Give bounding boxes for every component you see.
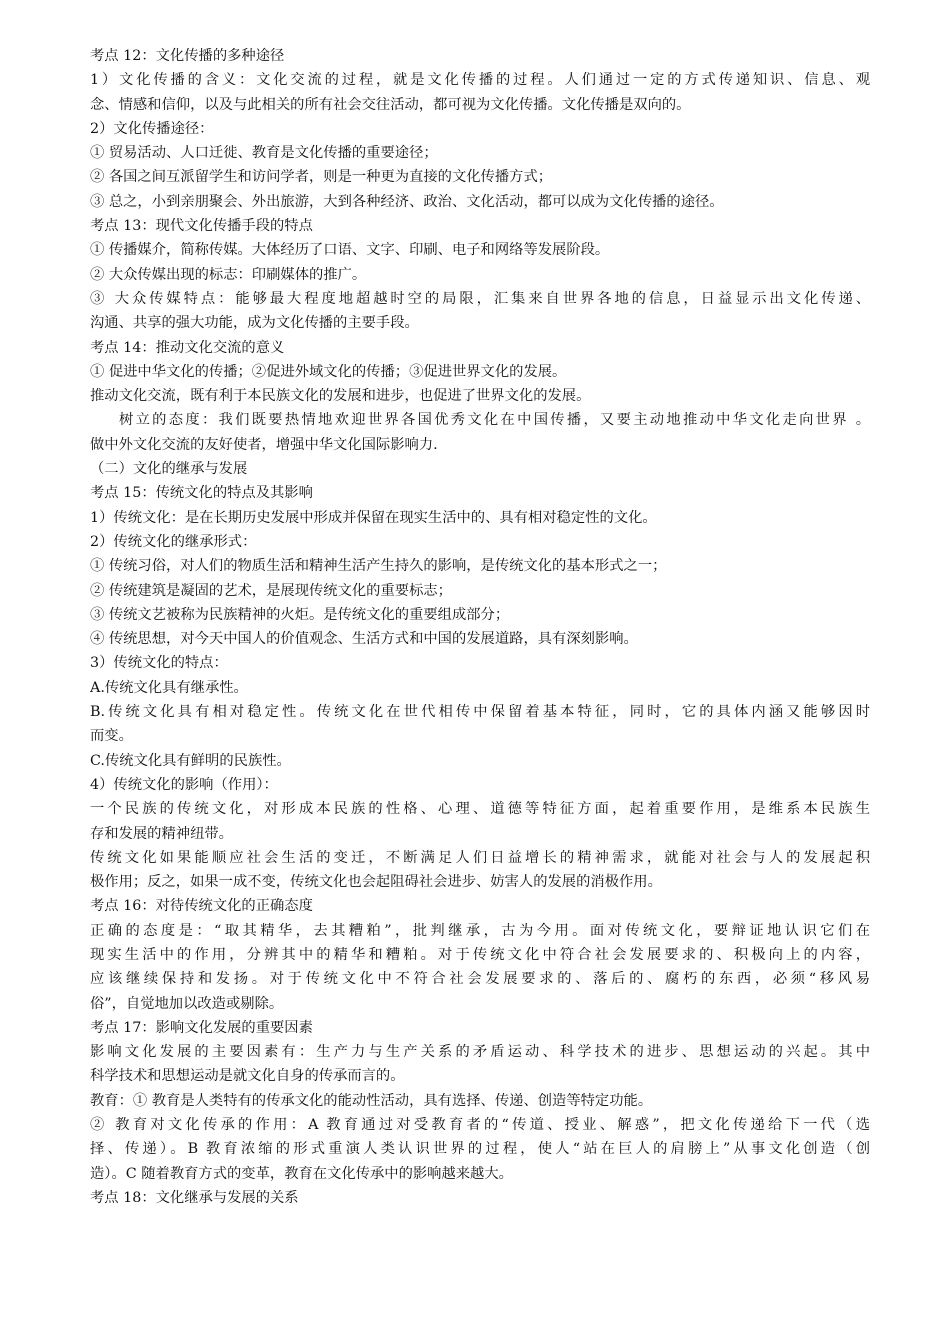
text-line: 考点 17：影响文化发展的重要因素 bbox=[90, 1019, 313, 1036]
text-line: ① 促进中华文化的传播；②促进外域文化的传播；③促进世界文化的发展。 bbox=[90, 363, 567, 380]
text-line: 正确的态度是：“取其精华，去其糟粕”，批判继承，古为今用。面对传统文化，要辩证地认识它们在 bbox=[90, 922, 870, 939]
text-line: 4）传统文化的影响（作用）： bbox=[90, 776, 278, 793]
text-line: C.传统文化具有鲜明的民族性。 bbox=[90, 752, 291, 769]
text-line: 应该继续保持和发扬。对于传统文化中不符合社会发展要求的、落后的、腐朽的东西，必须“移风易 bbox=[90, 971, 870, 988]
text-line: 教育：① 教育是人类特有的传承文化的能动性活动，具有选择、传递、创造等特定功能。 bbox=[90, 1092, 653, 1109]
text-line: 存和发展的精神纽带。 bbox=[90, 825, 233, 842]
text-line: 俗”，自觉地加以改造或剔除。 bbox=[90, 995, 284, 1012]
text-line: ② 大众传媒出现的标志：印刷媒体的推广。 bbox=[90, 266, 367, 283]
text-line: 2）文化传播途径： bbox=[90, 120, 214, 137]
text-line: 科学技术和思想运动是就文化自身的传承而言的。 bbox=[90, 1068, 405, 1085]
text-line: ③ 总之，小到亲朋聚会、外出旅游，大到各种经济、政治、文化活动，都可以成为文化传播的途径。 bbox=[90, 193, 724, 210]
text-line: 考点 15：传统文化的特点及其影响 bbox=[90, 485, 313, 502]
text-line: ③ 传统文艺被称为民族精神的火炬。是传统文化的重要组成部分； bbox=[90, 606, 510, 623]
text-line: 一个民族的传统文化，对形成本民族的性格、心理、道德等特征方面，起着重要作用，是维系本民族生 bbox=[90, 801, 870, 818]
text-line: 择、传递）。B 教育浓缩的形式重演人类认识世界的过程，使人“站在巨人的肩膀上”从事文化创造（创 bbox=[90, 1141, 870, 1158]
text-line: （二）文化的继承与发展 bbox=[90, 461, 248, 478]
text-line: 考点 14：推动文化交流的意义 bbox=[90, 339, 285, 356]
text-line: 影响文化发展的主要因素有：生产力与生产关系的矛盾运动、科学技术的进步、思想运动的兴起。其中 bbox=[90, 1044, 870, 1061]
text-line: 1）传统文化：是在长期历史发展中形成并保留在现实生活中的、具有相对稳定性的文化。 bbox=[90, 509, 657, 526]
text-line: ③ 大众传媒特点：能够最大程度地超越时空的局限，汇集来自世界各地的信息，日益显示出文化传递、 bbox=[90, 290, 870, 307]
text-line: 念、情感和信仰，以及与此相关的所有社会交往活动，都可视为文化传播。文化传播是双向的。 bbox=[90, 96, 691, 113]
text-line: 考点 13：现代文化传播手段的特点 bbox=[90, 218, 313, 235]
text-line: 3）传统文化的特点： bbox=[90, 655, 228, 672]
text-line: 造）。C 随着教育方式的变革，教育在文化传承中的影响越来越大。 bbox=[90, 1165, 513, 1182]
text-line: ① 传统习俗，对人们的物质生活和精神生活产生持久的影响，是传统文化的基本形式之一； bbox=[90, 558, 667, 575]
text-line: B.传统文化具有相对稳定性。传统文化在世代相传中保留着基本特征，同时，它的具体内涵又能够因时 bbox=[90, 704, 870, 721]
text-line: 2）传统文化的继承形式： bbox=[90, 533, 257, 550]
text-line: ② 教育对文化传承的作用：A 教育通过对受教育者的“传道、授业、解惑”，把文化传递给下一代（选 bbox=[90, 1117, 870, 1134]
text-line: 考点 16：对待传统文化的正确态度 bbox=[90, 898, 313, 915]
text-line: 做中外文化交流的友好使者，增强中华文化国际影响力. bbox=[90, 436, 438, 453]
text-line: ① 传播媒介，简称传媒。大体经历了口语、文字、印刷、电子和网络等发展阶段。 bbox=[90, 242, 610, 259]
text-line: 极作用；反之，如果一成不变，传统文化也会起阻碍社会进步、妨害人的发展的消极作用。 bbox=[90, 874, 662, 891]
text-line: ④ 传统思想，对今天中国人的价值观念、生活方式和中国的发展道路，具有深刻影响。 bbox=[90, 631, 638, 648]
text-line: ② 各国之间互派留学生和访问学者，则是一种更为直接的文化传播方式； bbox=[90, 169, 553, 186]
document-page bbox=[90, 44, 870, 1210]
text-line: A.传统文化具有继承性。 bbox=[90, 679, 248, 696]
text-line: 考点 18：文化继承与发展的关系 bbox=[90, 1189, 299, 1206]
text-line: 传统文化如果能顺应社会生活的变迁，不断满足人们日益增长的精神需求，就能对社会与人的发展起积 bbox=[90, 849, 870, 866]
text-line: ② 传统建筑是凝固的艺术，是展现传统文化的重要标志； bbox=[90, 582, 452, 599]
text-line: 1）文化传播的含义：文化交流的过程，就是文化传播的过程。人们通过一定的方式传递知识、信息、观 bbox=[90, 72, 870, 89]
text-line: 推动文化交流，既有利于本民族文化的发展和进步，也促进了世界文化的发展。 bbox=[90, 388, 591, 405]
text-line: ① 贸易活动、人口迁徙、教育是文化传播的重要途径； bbox=[90, 145, 438, 162]
text-line: 考点 12：文化传播的多种途径 bbox=[90, 48, 285, 64]
text-line: 树立的态度：我们既要热情地欢迎世界各国优秀文化在中国传播，又要主动地推动中华文化走向世界 。 bbox=[119, 412, 870, 429]
text-line: 而变。 bbox=[90, 728, 133, 745]
text-line: 沟通、共享的强大功能，成为文化传播的主要手段。 bbox=[90, 315, 419, 332]
text-line: 现实生活中的作用，分辨其中的精华和糟粕。对于传统文化中符合社会发展要求的、积极向上的内容， bbox=[90, 946, 870, 963]
